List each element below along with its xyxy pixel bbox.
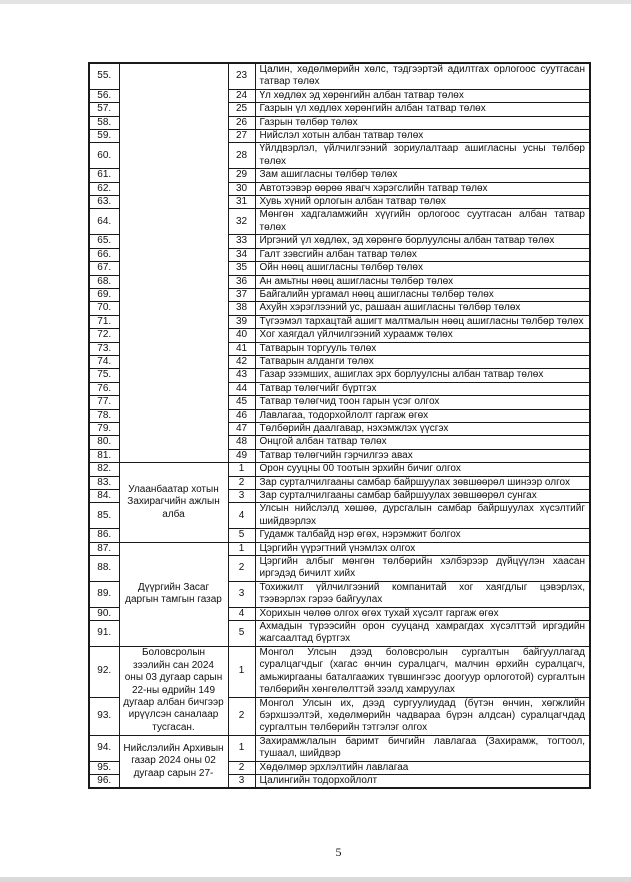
sub-index-cell: 32: [228, 209, 255, 235]
service-cell: Нийслэл хотын албан татвар төлөх: [255, 130, 590, 143]
service-cell: Ахмадын түрээсийн орон сууцанд хамрагдах хүсэлттэй иргэдийн жагсаалтад бүртгэх: [255, 621, 590, 647]
row-index-cell: 87.: [89, 542, 119, 555]
row-index-cell: 94.: [89, 735, 119, 761]
row-index-cell: 77.: [89, 396, 119, 409]
service-cell: Хог хаягдал үйлчилгээний хураамж төлөх: [255, 329, 590, 342]
sub-index-cell: 46: [228, 409, 255, 422]
service-cell: Хөдөлмөр эрхлэлтийн лавлагаа: [255, 761, 590, 774]
sub-index-cell: 23: [228, 63, 255, 89]
row-index-cell: 76.: [89, 382, 119, 395]
row-index-cell: 92.: [89, 646, 119, 697]
sub-index-cell: 1: [228, 542, 255, 555]
row-index-cell: 80.: [89, 436, 119, 449]
sub-index-cell: 48: [228, 436, 255, 449]
sub-index-cell: 34: [228, 248, 255, 261]
service-cell: Монгол Улсын дээд боловсролын сургалтын байгууллагад суралцагчдыг (хагас өнчин суралцагч, малчин өрхийн суралцагч, амьжиргааны баталгаажих түвшингээс доогуур орлоготой) сургалтын төлбөрийн хөнгөлөлттэй зээлд хамруулах: [255, 646, 590, 697]
row-index-cell: 86.: [89, 529, 119, 542]
sub-index-cell: 35: [228, 262, 255, 275]
row-index-cell: 81.: [89, 449, 119, 462]
service-cell: Цалингийн тодорхойлолт: [255, 774, 590, 788]
sub-index-cell: 2: [228, 476, 255, 489]
row-index-cell: 93.: [89, 697, 119, 735]
service-cell: Лавлагаа, тодорхойлолт гаргаж өгөх: [255, 409, 590, 422]
services-table-body: [89, 63, 590, 788]
table-row: [89, 646, 590, 697]
service-cell: Татвар төлөгчийн гэрчилгээ авах: [255, 449, 590, 462]
sub-index-cell: 39: [228, 315, 255, 328]
service-cell: Үл хөдлөх эд хөрөнгийн албан татвар төлөх: [255, 89, 590, 102]
row-index-cell: 79.: [89, 422, 119, 435]
row-index-cell: 57.: [89, 103, 119, 116]
row-index-cell: 58.: [89, 116, 119, 129]
sub-index-cell: 30: [228, 182, 255, 195]
row-index-cell: 73.: [89, 342, 119, 355]
sub-index-cell: 45: [228, 396, 255, 409]
row-index-cell: 75.: [89, 369, 119, 382]
row-index-cell: 65.: [89, 235, 119, 248]
service-cell: Гудамж талбайд нэр өгөх, нэрэмжит болгох: [255, 529, 590, 542]
row-index-cell: 71.: [89, 315, 119, 328]
sub-index-cell: 1: [228, 735, 255, 761]
sub-index-cell: 38: [228, 302, 255, 315]
row-index-cell: 90.: [89, 607, 119, 620]
organization-cell: Улаанбаатар хотын Захирагчийн ажлын алба: [119, 463, 228, 542]
sub-index-cell: 37: [228, 288, 255, 301]
service-cell: Татварын торгууль төлөх: [255, 342, 590, 355]
service-cell: Захирамжлалын баримт бичгийн лавлагаа (Захирамж, тогтоол, тушаал, шийдвэр: [255, 735, 590, 761]
service-cell: Орон сууцны 00 тоотын эрхийн бичиг олгох: [255, 463, 590, 476]
organization-cell: Дүүргийн Засаг даргын тамгын газар: [119, 542, 228, 646]
row-index-cell: 56.: [89, 89, 119, 102]
row-index-cell: 91.: [89, 621, 119, 647]
row-index-cell: 74.: [89, 355, 119, 368]
service-cell: Зар сурталчилгааны самбар байршуулах зөвшөөрөл сунгах: [255, 490, 590, 503]
service-cell: Газар эзэмших, ашиглах эрх борлуулсны албан татвар төлөх: [255, 369, 590, 382]
row-index-cell: 78.: [89, 409, 119, 422]
service-cell: Цэргийн албыг мөнгөн төлбөрийн хэлбэрээр дүйцүүлэн хаасан иргэдэд бичилт хийх: [255, 556, 590, 582]
sub-index-cell: 44: [228, 382, 255, 395]
sub-index-cell: 31: [228, 196, 255, 209]
row-index-cell: 67.: [89, 262, 119, 275]
service-cell: Төлбөрийн даалгавар, нэхэмжлэх үүсгэх: [255, 422, 590, 435]
row-index-cell: 69.: [89, 288, 119, 301]
sub-index-cell: 3: [228, 774, 255, 788]
service-cell: Газрын төлбөр төлөх: [255, 116, 590, 129]
sub-index-cell: 1: [228, 646, 255, 697]
row-index-cell: 55.: [89, 63, 119, 89]
sub-index-cell: 2: [228, 556, 255, 582]
row-index-cell: 89.: [89, 581, 119, 607]
sub-index-cell: 2: [228, 697, 255, 735]
service-cell: Үйлдвэрлэл, үйлчилгээний зориулалтаар ашигласны усны төлбөр төлөх: [255, 143, 590, 169]
sub-index-cell: 25: [228, 103, 255, 116]
service-cell: Онцгой албан татвар төлөх: [255, 436, 590, 449]
row-index-cell: 61.: [89, 169, 119, 182]
service-cell: Байгалийн ургамал нөөц ашигласны төлбөр төлөх: [255, 288, 590, 301]
organization-cell: [119, 63, 228, 463]
service-cell: Түгээмэл тархацтай ашигт малтмалын нөөц ашигласны төлбөр төлөх: [255, 315, 590, 328]
sub-index-cell: 28: [228, 143, 255, 169]
sub-index-cell: 3: [228, 581, 255, 607]
sub-index-cell: 29: [228, 169, 255, 182]
service-cell: Тохижилт үйлчилгээний компанитай хог хаягдлыг цэвэрлэх, тээвэрлэх гэрээ байгуулах: [255, 581, 590, 607]
table-row: [89, 463, 590, 476]
service-cell: Ойн нөөц ашигласны төлбөр төлөх: [255, 262, 590, 275]
row-index-cell: 70.: [89, 302, 119, 315]
row-index-cell: 66.: [89, 248, 119, 261]
row-index-cell: 82.: [89, 463, 119, 476]
service-cell: Татвар төлөгчийг бүртгэх: [255, 382, 590, 395]
sub-index-cell: 5: [228, 529, 255, 542]
row-index-cell: 68.: [89, 275, 119, 288]
page-number: 5: [335, 845, 342, 859]
sub-index-cell: 41: [228, 342, 255, 355]
organization-cell: Нийслэлийн Архивын газар 2024 оны 02 дугаар сарын 27-: [119, 735, 228, 788]
row-index-cell: 59.: [89, 130, 119, 143]
sub-index-cell: 27: [228, 130, 255, 143]
row-index-cell: 96.: [89, 774, 119, 788]
service-cell: Галт зэвсгийн албан татвар төлөх: [255, 248, 590, 261]
sub-index-cell: 33: [228, 235, 255, 248]
service-cell: Иргэний үл хөдлөх, эд хөрөнгө борлуулсны албан татвар төлөх: [255, 235, 590, 248]
table-row: [89, 735, 590, 761]
table-row: [89, 542, 590, 555]
service-cell: Цалин, хөдөлмөрийн хөлс, тэдгээртэй адилтгах орлогоос суутгасан татвар төлөх: [255, 63, 590, 89]
service-cell: Хувь хүний орлогын албан татвар төлөх: [255, 196, 590, 209]
row-index-cell: 64.: [89, 209, 119, 235]
service-cell: Хорихын чөлөө олгох өгөх тухай хүсэлт гаргаж өгөх: [255, 607, 590, 620]
row-index-cell: 83.: [89, 476, 119, 489]
service-cell: Татварын алданги төлөх: [255, 355, 590, 368]
sub-index-cell: 36: [228, 275, 255, 288]
service-cell: Татвар төлөгчид тоон гарын үсэг олгох: [255, 396, 590, 409]
row-index-cell: 62.: [89, 182, 119, 195]
sub-index-cell: 40: [228, 329, 255, 342]
service-cell: Зам ашигласны төлбөр төлөх: [255, 169, 590, 182]
row-index-cell: 84.: [89, 490, 119, 503]
service-cell: Ан амьтны нөөц ашигласны төлбөр төлөх: [255, 275, 590, 288]
service-cell: Автотээвэр өөрөө явагч хэрэгслийн татвар төлөх: [255, 182, 590, 195]
sub-index-cell: 47: [228, 422, 255, 435]
table-row: [89, 63, 590, 89]
sub-index-cell: 24: [228, 89, 255, 102]
service-cell: Мөнгөн хадгаламжийн хүүгийн орлогоос суутгасан албан татвар төлөх: [255, 209, 590, 235]
sub-index-cell: 3: [228, 490, 255, 503]
row-index-cell: 72.: [89, 329, 119, 342]
sub-index-cell: 4: [228, 503, 255, 529]
service-cell: Цэргийн үүрэгтний үнэмлэх олгох: [255, 542, 590, 555]
page-edge-bottom: [0, 877, 631, 882]
service-cell: Монгол Улсын их, дээд сургуулиудад (бүтэн өнчин, хөгжлийн бэрхшээлтэй, хөдөлмөрийн чадвараа бүрэн алдсан) суралцагчдад сургалтын төлбөрийн тэтгэлэг олгох: [255, 697, 590, 735]
sub-index-cell: 43: [228, 369, 255, 382]
row-index-cell: 85.: [89, 503, 119, 529]
service-cell: Улсын нийслэлд хөшөө, дурсгалын самбар байршуулах хүсэлтийг шийдвэрлэх: [255, 503, 590, 529]
service-cell: Зар сурталчилгааны самбар байршуулах зөвшөөрөл шинээр олгох: [255, 476, 590, 489]
organization-cell: Боловсролын зээлийн сан 2024 оны 03 дугаар сарын 22-ны өдрийн 149 дугаар албан бичгээр ирүүлсэн саналаар тусгасан.: [119, 646, 228, 735]
service-cell: Газрын үл хөдлөх хөрөнгийн албан татвар төлөх: [255, 103, 590, 116]
service-cell: Ахуйн хэрэглээний ус, рашаан ашигласны төлбөр төлөх: [255, 302, 590, 315]
sub-index-cell: 1: [228, 463, 255, 476]
row-index-cell: 95.: [89, 761, 119, 774]
row-index-cell: 63.: [89, 196, 119, 209]
sub-index-cell: 49: [228, 449, 255, 462]
services-table: [88, 62, 591, 789]
row-index-cell: 88.: [89, 556, 119, 582]
sub-index-cell: 4: [228, 607, 255, 620]
sub-index-cell: 26: [228, 116, 255, 129]
row-index-cell: 60.: [89, 143, 119, 169]
page-edge-top: [0, 0, 631, 4]
sub-index-cell: 2: [228, 761, 255, 774]
sub-index-cell: 42: [228, 355, 255, 368]
sub-index-cell: 5: [228, 621, 255, 647]
